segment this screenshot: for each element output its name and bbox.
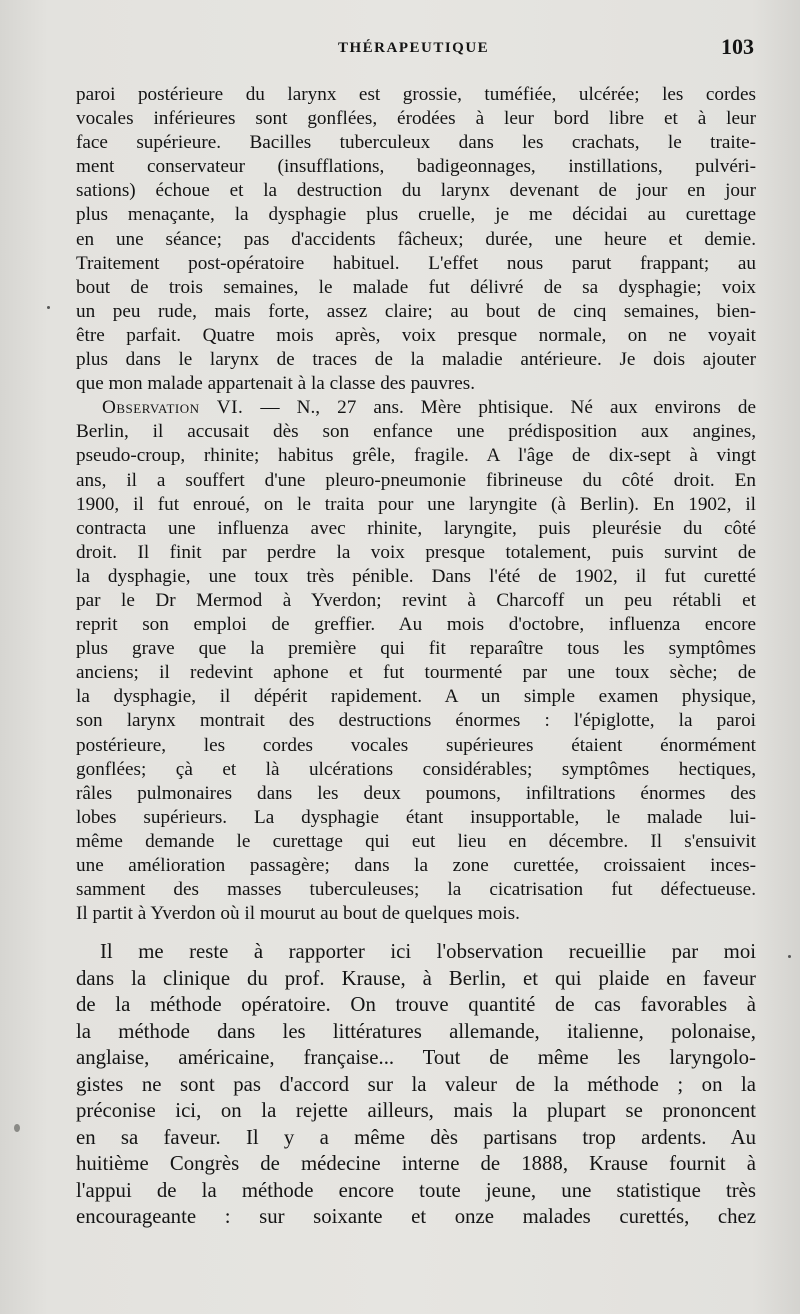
text-line: gonflées; çà et là ulcérations considérables; symptômes hectiques, bbox=[76, 758, 756, 780]
text-line: reprit son emploi de greffier. Au mois d'octobre, influenza encore bbox=[76, 614, 756, 636]
running-title: THÉRAPEUTIQUE bbox=[338, 40, 490, 56]
text-line: gistes ne sont pas d'accord sur la valeur de la méthode ; on la bbox=[76, 1072, 756, 1096]
text-line: anciens; il redevint aphone et fut tourmenté par une toux sèche; de bbox=[76, 662, 756, 684]
page-header bbox=[76, 34, 756, 66]
observation-heading-line bbox=[76, 396, 756, 420]
text-line: son larynx montrait des destructions énormes : l'épiglotte, la paroi bbox=[76, 710, 756, 732]
text-line: droit. Il finit par perdre la voix presque totalement, puis survint de bbox=[76, 541, 756, 563]
text-line: Il me reste à rapporter ici l'observation recueillie par moi bbox=[100, 940, 756, 964]
text-line: huitième Congrès de médecine interne de 1888, Krause fournit à bbox=[76, 1152, 756, 1176]
text-line: bout de trois semaines, le malade fut délivré de sa dysphagie; voix bbox=[76, 276, 756, 298]
text-line: préconise ici, on la rejette ailleurs, mais la plupart se prononcent bbox=[76, 1099, 756, 1123]
text-line: anglaise, américaine, française... Tout de même les laryngolo- bbox=[76, 1046, 756, 1070]
text-line: lobes supérieurs. La dysphagie étant insupportable, le malade lui- bbox=[76, 806, 756, 828]
paper-speck bbox=[788, 955, 791, 958]
text-line: vocales inférieures sont gonflées, érodées à leur bord libre et à leur bbox=[76, 108, 756, 130]
observation-label: Observation VI. bbox=[102, 397, 244, 419]
text-line: Il partit à Yverdon où il mourut au bout de quelques mois. bbox=[76, 903, 520, 925]
text-line: plus dans le larynx de traces de la maladie antérieure. Je dois ajouter bbox=[76, 349, 756, 371]
text-line: être parfait. Quatre mois après, voix presque normale, on ne voyait bbox=[76, 324, 756, 346]
text-line: face supérieure. Bacilles tuberculeux dans les crachats, le traite- bbox=[76, 132, 756, 154]
text-line: 1900, il fut enroué, on le traita pour une laryngite (à Berlin). En 1902, il bbox=[76, 493, 756, 515]
text-line: en une séance; pas d'accidents fâcheux; durée, une heure et demie. bbox=[76, 228, 756, 250]
text-line: un peu rude, mais forte, assez claire; au bout de cinq semaines, bien- bbox=[76, 300, 756, 322]
text-line: par le Dr Mermod à Yverdon; revint à Charcoff un peu rétabli et bbox=[76, 589, 756, 611]
text-line: encourageante : sur soixante et onze malades curettés, chez bbox=[76, 1205, 756, 1229]
observation-first-line: — N., 27 ans. Mère phtisique. Né aux environs de bbox=[243, 397, 756, 419]
text-line: de la méthode opératoire. On trouve quantité de cas favorables à bbox=[76, 993, 756, 1017]
text-line: ans, il a souffert d'une pleuro-pneumonie fibrineuse du côté droit. En bbox=[76, 469, 756, 491]
text-line: Traitement post-opératoire habituel. L'effet nous parut frappant; au bbox=[76, 252, 756, 274]
text-line: en sa faveur. Il y a même dès partisans trop ardents. Au bbox=[76, 1125, 756, 1149]
text-line: ment conservateur (insufflations, badigeonnages, instillations, pulvéri- bbox=[76, 156, 756, 178]
text-line: contracta une influenza avec rhinite, laryngite, puis pleurésie du côté bbox=[76, 517, 756, 539]
text-line: postérieure, les cordes vocales supérieures étaient énormément bbox=[76, 734, 756, 756]
text-line: sations) échoue et la destruction du larynx devenant de jour en jour bbox=[76, 180, 756, 202]
text-line: la méthode dans les littératures allemande, italienne, polonaise, bbox=[76, 1019, 756, 1043]
page-number: 103 bbox=[721, 34, 754, 59]
text-line: râles pulmonaires dans les deux poumons, infiltrations énormes des bbox=[76, 782, 756, 804]
text-line: la dysphagie, il dépérit rapidement. A un simple examen physique, bbox=[76, 686, 756, 708]
body-text bbox=[76, 83, 756, 1231]
text-line: la dysphagie, une toux très pénible. Dans l'été de 1902, il fut curetté bbox=[76, 565, 756, 587]
text-line: une amélioration passagère; dans la zone curettée, croissaient inces- bbox=[76, 855, 756, 876]
text-line: plus grave que la première qui fit reparaître tous les symptômes bbox=[76, 638, 756, 660]
text-line: paroi postérieure du larynx est grossie, tuméfiée, ulcérée; les cordes bbox=[76, 84, 756, 105]
main-paragraph bbox=[76, 939, 756, 1231]
paper-speck bbox=[47, 306, 50, 309]
text-line: pseudo-croup, rhinite; habitus grêle, fragile. A l'âge de dix-sept à vingt bbox=[76, 445, 756, 467]
text-line: samment des masses tuberculeuses; la cicatrisation fut défectueuse. bbox=[76, 879, 756, 901]
text-line: que mon malade appartenait à la classe des pauvres. bbox=[76, 373, 476, 395]
case-continuation-paragraph bbox=[76, 83, 756, 926]
text-line: plus menaçante, la dysphagie plus cruelle, je me décidai au curettage bbox=[76, 204, 756, 226]
text-line: l'appui de la méthode encore toute jeune, une statistique très bbox=[76, 1178, 756, 1202]
text-line: dans la clinique du prof. Krause, à Berlin, et qui plaide en faveur bbox=[76, 966, 756, 990]
text-line: Berlin, il accusait dès son enfance une prédisposition aux angines, bbox=[76, 421, 756, 443]
paper-speck bbox=[14, 1124, 20, 1132]
text-line: même demande le curettage qui eut lieu en décembre. Il s'ensuivit bbox=[76, 830, 756, 852]
